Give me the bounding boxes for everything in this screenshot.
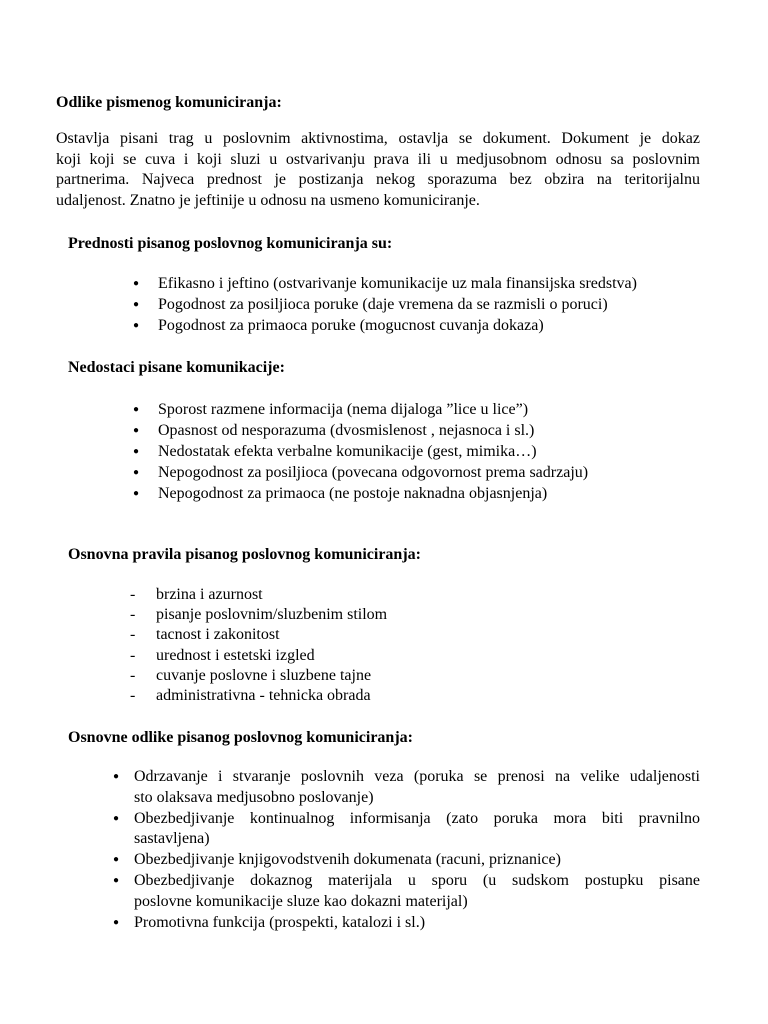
list-pravila: [128, 585, 387, 706]
bullet-icon: ●: [132, 467, 140, 478]
document-heading: Odlike pismenog komuniciranja:: [56, 94, 282, 111]
bullet-icon: ●: [132, 425, 140, 436]
intro-line: partnerima. Najveca prednost je postizanja nekog sporazuma bez obzira na teritorijalnu: [56, 171, 700, 188]
list-item: ● Efikasno i jeftino (ostvarivanje komunikacije uz mala finansijska sredstva): [132, 275, 637, 292]
list-item: - pisanje poslovnim/sluzbenim stilom: [128, 605, 387, 625]
intro-line: koji koji se cuva i koji sluzi u ostvarivanju prava ili u medjusobnom odnosu sa poslovnim: [56, 150, 700, 168]
section-title-odlike: Osnovne odlike pisanog poslovnog komuniciranja:: [68, 729, 413, 746]
list-item: ● Obezbedjivanje kontinualnog informisanja (zato poruka mora biti pravnilno sastavljena): [112, 809, 700, 848]
list-item: ● Pogodnost za posiljioca poruke (daje vremena da se razmisli o poruci): [132, 296, 608, 313]
bullet-icon: ●: [112, 771, 120, 782]
list-item: - brzina i azurnost: [128, 585, 387, 605]
section-title-nedostaci: Nedostaci pisane komunikacije:: [68, 359, 285, 376]
dash-marker: -: [130, 586, 136, 603]
list-item: ● Nepogodnost za primaoca (ne postoje naknadna objasnjenja): [132, 485, 548, 502]
bullet-icon: ●: [112, 812, 120, 824]
intro-paragraph: [56, 129, 700, 211]
list-prednosti: [128, 273, 637, 336]
list-item: - cuvanje poslovne i sluzbene tajne: [128, 666, 387, 686]
bullet-icon: ●: [112, 854, 120, 866]
list-item: - tacnost i zakonitost: [128, 625, 387, 645]
section-title-prednosti: Prednosti pisanog poslovnog komuniciranja su:: [68, 235, 393, 252]
bullet-icon: ●: [132, 488, 140, 499]
bullet-icon: ●: [112, 916, 120, 928]
bullet-icon: ●: [132, 299, 140, 310]
list-item: ● Obezbedjivanje dokaznog materijala u sporu (u sudskom postupku pisane poslovne komunikacije sluze kao dokazni materijal): [112, 871, 700, 910]
intro-line: udaljenost. Znatno je jeftinije u odnosu na usmeno komuniciranje.: [56, 191, 480, 209]
bullet-icon: ●: [132, 446, 140, 457]
list-item: ● Odrzavanje i stvaranje poslovnih veza (poruka se prenosi na velike udaljenosti sto olaksava medjusobno poslovanje): [112, 768, 700, 806]
list-item: ● Opasnost od nesporazuma (dvosmislenost , nejasnoca i sl.): [132, 422, 535, 439]
list-item: - urednost i estetski izgled: [128, 646, 387, 666]
list-item: ● Nedostatak efekta verbalne komunikacije (gest, mimika…): [132, 443, 537, 460]
bullet-icon: ●: [132, 320, 140, 331]
list-item: ● Pogodnost za primaoca poruke (mogucnost cuvanja dokaza): [132, 317, 544, 334]
bullet-icon: ●: [112, 874, 120, 886]
section-title-pravila: Osnovna pravila pisanog poslovnog komuniciranja:: [68, 546, 421, 563]
list-item: ● Sporost razmene informacija (nema dijaloga ”lice u lice”): [132, 401, 529, 418]
list-item: - administrativna - tehnicka obrada: [128, 686, 387, 706]
dash-marker: -: [130, 666, 136, 684]
list-item: ● Nepogodnost za posiljioca (povecana odgovornost prema sadrzaju): [132, 464, 589, 481]
list-odlike: [108, 767, 700, 933]
list-item: ● Promotivna funkcija (prospekti, katalozi i sl.): [108, 913, 700, 934]
dash-marker: -: [130, 646, 136, 664]
dash-marker: -: [130, 606, 136, 624]
bullet-icon: ●: [132, 278, 140, 289]
bullet-icon: ●: [132, 404, 140, 415]
intro-line: Ostavlja pisani trag u poslovnim aktivnostima, ostavlja se dokument. Dokument je dokaz: [56, 130, 700, 147]
dash-marker: -: [130, 687, 136, 705]
dash-marker: -: [130, 626, 136, 644]
list-nedostaci: [128, 399, 588, 504]
list-item: ● Obezbedjivanje knjigovodstvenih dokumenata (racuni, priznanice): [108, 850, 700, 871]
